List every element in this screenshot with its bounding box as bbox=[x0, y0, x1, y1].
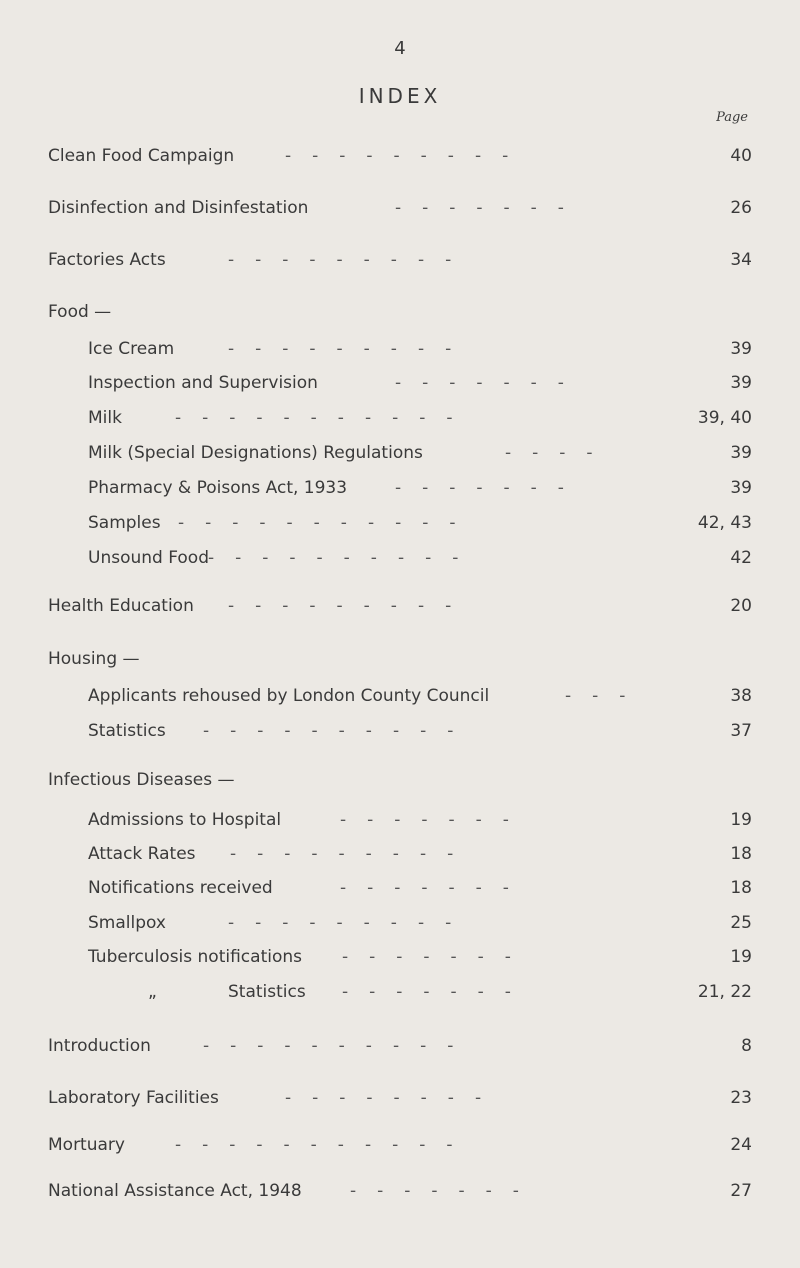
index-entry-pharmacy-poisons bbox=[0, 475, 800, 501]
entry-label: Applicants rehoused by London County Council bbox=[88, 686, 490, 706]
entry-label: Housing — bbox=[48, 649, 140, 669]
entry-page: 38 bbox=[730, 686, 752, 706]
index-entry-notifications-received bbox=[0, 875, 800, 901]
entry-label: Admissions to Hospital bbox=[88, 810, 282, 830]
index-entry-laboratory-facilities bbox=[0, 1085, 800, 1111]
entry-page: 20 bbox=[730, 596, 752, 616]
entry-page: 39 bbox=[730, 478, 752, 498]
page-column-heading: Page bbox=[716, 110, 748, 125]
entry-page: 25 bbox=[730, 913, 752, 933]
entry-label: Smallpox bbox=[88, 913, 166, 933]
index-entry-health-education bbox=[0, 593, 800, 619]
index-entry-unsound-food bbox=[0, 545, 800, 571]
entry-label: Infectious Diseases — bbox=[48, 770, 235, 790]
leader-dots: ---------- bbox=[203, 1036, 475, 1056]
leader-dots: --- bbox=[565, 686, 647, 706]
entry-page: 34 bbox=[730, 250, 752, 270]
entry-page: 24 bbox=[730, 1135, 752, 1155]
entry-page: 42 bbox=[730, 548, 752, 568]
leader-dots: ---------- bbox=[203, 721, 475, 741]
page-title: INDEX bbox=[358, 84, 442, 108]
index-entry-smallpox bbox=[0, 910, 800, 936]
leader-dots: --------- bbox=[230, 844, 475, 864]
entry-label: Factories Acts bbox=[48, 250, 166, 270]
leader-dots: ----------- bbox=[175, 1135, 474, 1155]
entry-label: Clean Food Campaign bbox=[48, 146, 235, 166]
entry-label: Introduction bbox=[48, 1036, 151, 1056]
index-entry-applicants-rehoused bbox=[0, 683, 800, 709]
leader-dots: ----------- bbox=[175, 408, 474, 428]
leader-dots: --------- bbox=[228, 339, 473, 359]
entry-page: 19 bbox=[730, 947, 752, 967]
index-entry-tuberculosis-statistics bbox=[0, 979, 800, 1005]
index-entry-disinfection bbox=[0, 195, 800, 221]
index-entry-clean-food-campaign bbox=[0, 143, 800, 169]
entry-page: 26 bbox=[730, 198, 752, 218]
leader-dots: ------- bbox=[342, 982, 532, 1002]
leader-dots: ------- bbox=[395, 478, 585, 498]
leader-dots: ------- bbox=[350, 1181, 540, 1201]
index-entry-national-assistance-act bbox=[0, 1178, 800, 1204]
entry-page: 39, 40 bbox=[697, 408, 752, 428]
index-entry-milk bbox=[0, 405, 800, 431]
index-entry-tuberculosis-notifications bbox=[0, 944, 800, 970]
entry-page: 27 bbox=[730, 1181, 752, 1201]
entry-label: Inspection and Supervision bbox=[88, 373, 318, 393]
leader-dots: --------- bbox=[228, 250, 473, 270]
page-number: 4 bbox=[394, 38, 406, 59]
entry-label: Laboratory Facilities bbox=[48, 1088, 219, 1108]
index-heading-housing bbox=[0, 646, 800, 672]
entry-page: 39 bbox=[730, 443, 752, 463]
leader-dots: --------- bbox=[228, 913, 473, 933]
index-entry-samples bbox=[0, 510, 800, 536]
index-entry-factories-acts bbox=[0, 247, 800, 273]
entry-label: Unsound Food bbox=[88, 548, 209, 568]
leader-dots: --------- bbox=[228, 596, 473, 616]
entry-page: 21, 22 bbox=[697, 982, 752, 1002]
entry-label: Milk bbox=[88, 408, 122, 428]
leader-dots: ------- bbox=[395, 198, 585, 218]
entry-label: Ice Cream bbox=[88, 339, 175, 359]
index-entry-mortuary bbox=[0, 1132, 800, 1158]
entry-page: 19 bbox=[730, 810, 752, 830]
index-entry-admissions-hospital bbox=[0, 807, 800, 833]
entry-label: Samples bbox=[88, 513, 161, 533]
entry-label: Disinfection and Disinfestation bbox=[48, 198, 309, 218]
entry-label: Notifications received bbox=[88, 878, 273, 898]
entry-label: Milk (Special Designations) Regulations bbox=[88, 443, 423, 463]
index-entry-introduction bbox=[0, 1033, 800, 1059]
entry-page: 42, 43 bbox=[697, 513, 752, 533]
leader-dots: ------- bbox=[340, 810, 530, 830]
entry-label: Statistics bbox=[228, 982, 306, 1002]
entry-label: Pharmacy & Poisons Act, 1933 bbox=[88, 478, 348, 498]
index-entry-attack-rates bbox=[0, 841, 800, 867]
leader-dots: ---- bbox=[505, 443, 614, 463]
entry-label: National Assistance Act, 1948 bbox=[48, 1181, 302, 1201]
leader-dots: ------- bbox=[395, 373, 585, 393]
entry-page: 39 bbox=[730, 373, 752, 393]
index-heading-infectious-diseases bbox=[0, 767, 800, 793]
leader-dots: --------- bbox=[285, 146, 530, 166]
entry-page: 39 bbox=[730, 339, 752, 359]
leader-dots: ------- bbox=[342, 947, 532, 967]
entry-label: Attack Rates bbox=[88, 844, 196, 864]
entry-page: 23 bbox=[730, 1088, 752, 1108]
index-entry-inspection-supervision bbox=[0, 370, 800, 396]
entry-label: Food — bbox=[48, 302, 112, 322]
leader-dots: -------- bbox=[285, 1088, 503, 1108]
entry-page: 18 bbox=[730, 844, 752, 864]
entry-page: 40 bbox=[730, 146, 752, 166]
leader-dots: ----------- bbox=[178, 513, 477, 533]
entry-label: Mortuary bbox=[48, 1135, 125, 1155]
index-entry-ice-cream bbox=[0, 336, 800, 362]
index-entry-milk-special-designations bbox=[0, 440, 800, 466]
entry-label: Health Education bbox=[48, 596, 194, 616]
entry-label: Statistics bbox=[88, 721, 166, 741]
leader-dots: ---------- bbox=[208, 548, 480, 568]
index-heading-food bbox=[0, 299, 800, 325]
entry-page: 37 bbox=[730, 721, 752, 741]
entry-label: Tuberculosis notifications bbox=[88, 947, 302, 967]
leader-dots: ------- bbox=[340, 878, 530, 898]
index-entry-housing-statistics bbox=[0, 718, 800, 744]
ditto-mark: „ bbox=[148, 982, 157, 1002]
entry-page: 8 bbox=[741, 1036, 752, 1056]
entry-page: 18 bbox=[730, 878, 752, 898]
